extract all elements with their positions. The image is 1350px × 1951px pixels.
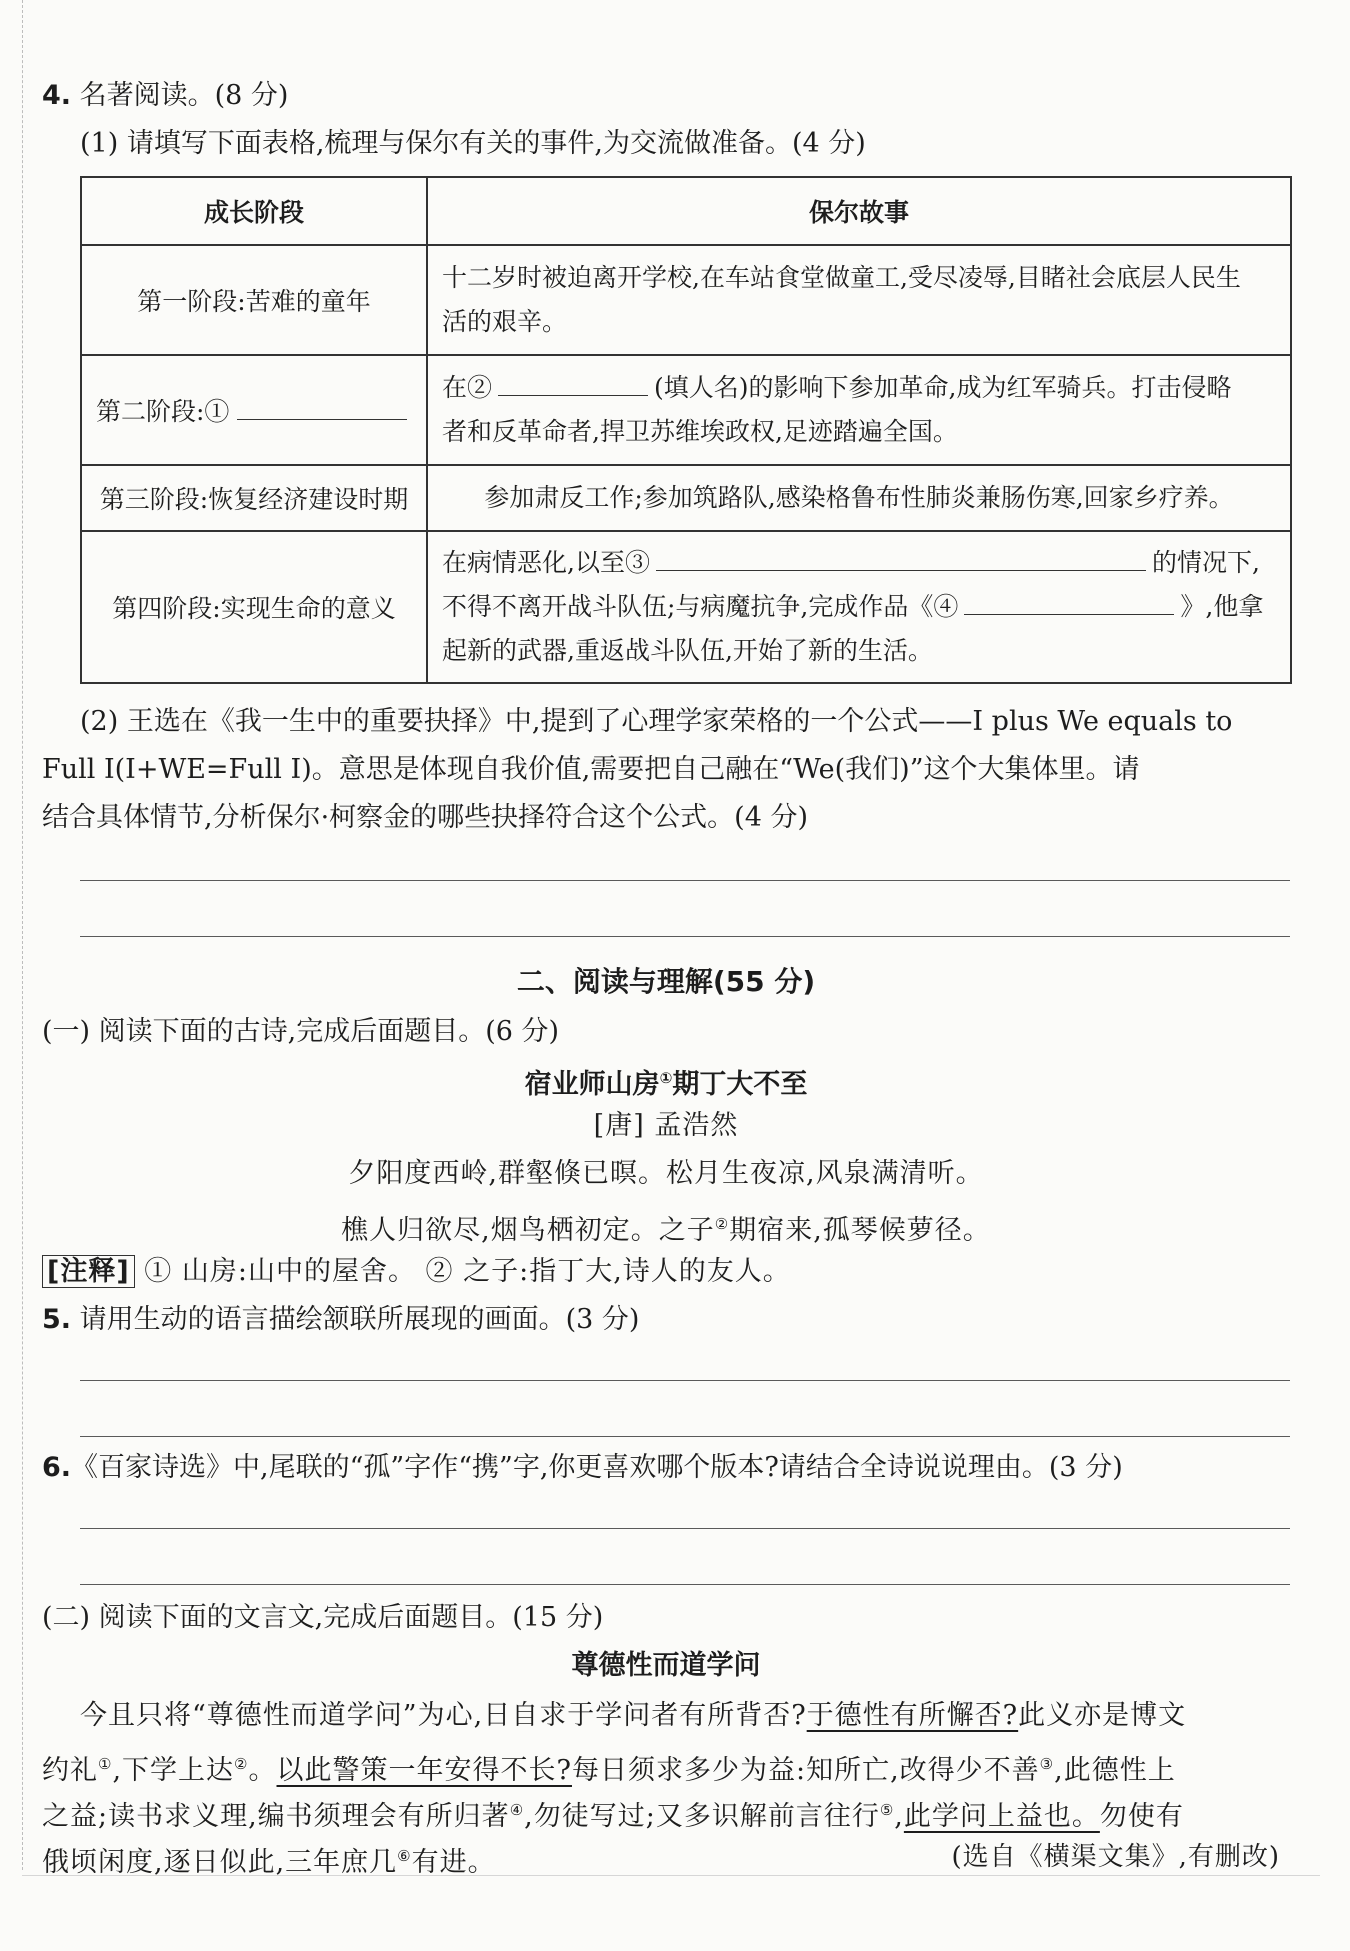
answer-blank-4[interactable] [964, 613, 1174, 615]
header-stage: 成长阶段 [81, 177, 427, 245]
growth-stage-table [80, 176, 1292, 684]
answer-line[interactable] [80, 1436, 1290, 1437]
q6-prompt: 6.《百家诗选》中,尾联的“孤”字作“携”字,你更喜欢哪个版本?请结合全诗说说理由。(3 分) [42, 1452, 1123, 1483]
stage-cell: 第一阶段:苦难的童年 [81, 245, 427, 355]
table-row [81, 531, 1291, 683]
story-cell: 在② (填人名)的影响下参加革命,成为红军骑兵。打击侵略 者和反革命者,捍卫苏维埃政权,足迹踏遍全国。 [427, 355, 1291, 465]
answer-line[interactable] [80, 1380, 1290, 1381]
prose-source: (选自《横渠文集》,有删改) [951, 1842, 1280, 1872]
table-row [81, 355, 1291, 465]
q4-part2-line: Full I(I+WE=Full I)。意思是体现自我价值,需要把自己融在“We(我们)”这个大集体里。请 [42, 754, 1140, 785]
prose-line: 俄顷闲度,逐日似此,三年庶几⑥有进。 [42, 1847, 496, 1878]
answer-line[interactable] [80, 1528, 1290, 1529]
prose-line: 约礼①,下学上达②。以此警策一年安得不长?每日须求多少为益:知所亡,改得少不善③,此德性上 [42, 1755, 1176, 1786]
page-bottom-rule [22, 1875, 1320, 1876]
poem-author: [唐] 孟浩然 [593, 1110, 739, 1141]
section-title: 二、阅读与理解(55 分) [516, 965, 816, 998]
answer-blank-3[interactable] [656, 569, 1146, 571]
story-cell: 十二岁时被迫离开学校,在车站食堂做童工,受尽凌辱,目睹社会底层人民生 活的艰辛。 [427, 245, 1291, 355]
q5-prompt: 5. 请用生动的语言描绘颔联所展现的画面。(3 分) [42, 1304, 640, 1335]
header-story: 保尔故事 [427, 177, 1291, 245]
poem-title: 宿业师山房①期丁大不至 [524, 1069, 808, 1100]
binding-margin-line [22, 0, 23, 1870]
stage-cell: 第三阶段:恢复经济建设时期 [81, 465, 427, 531]
q4-part1-prompt: (1) 请填写下面表格,梳理与保尔有关的事件,为交流做准备。(4 分) [80, 128, 866, 159]
poem-line: 夕阳度西岭,群壑倏已暝。松月生夜凉,风泉满清听。 [348, 1158, 984, 1189]
prose-line: 今且只将“尊德性而道学问”为心,日自求于学问者有所背否?于德性有所懈否?此义亦是博文 [80, 1700, 1187, 1731]
q4-part2-line: (2) 王选在《我一生中的重要抉择》中,提到了心理学家荣格的一个公式——I plus We equals to [80, 706, 1233, 737]
note-tag: [注释] [42, 1255, 135, 1288]
answer-blank-2[interactable] [498, 394, 648, 396]
prose-title: 尊德性而道学问 [571, 1650, 761, 1681]
prose-line: 之益;读书求义理,编书须理会有所归著④,勿徒写过;又多识解前言往行⑤,此学问上益也。勿使有 [42, 1801, 1184, 1832]
table-row [81, 465, 1291, 531]
subsection-poem-prompt: (一) 阅读下面的古诗,完成后面题目。(6 分) [42, 1016, 560, 1047]
answer-line[interactable] [80, 936, 1290, 937]
story-cell: 在病情恶化,以至③ 的情况下, 不得不离开战斗队伍;与病魔抗争,完成作品《④ 》,他拿 起新的武器,重返战斗队伍,开始了新的生活。 [427, 531, 1291, 683]
story-cell: 参加肃反工作;参加筑路队,感染格鲁布性肺炎兼肠伤寒,回家乡疗养。 [427, 465, 1291, 531]
answer-line[interactable] [80, 1584, 1290, 1585]
q4-part2-line: 结合具体情节,分析保尔·柯察金的哪些抉择符合这个公式。(4 分) [42, 802, 808, 833]
stage-cell: 第二阶段:① [81, 355, 427, 465]
q4-title: 4. 名著阅读。(8 分) [42, 80, 289, 111]
subsection-prose-prompt: (二) 阅读下面的文言文,完成后面题目。(15 分) [42, 1602, 604, 1633]
answer-blank-1[interactable] [237, 418, 407, 420]
poem-notes: [注释] ① 山房:山中的屋舍。 ② 之子:指丁大,诗人的友人。 [42, 1252, 1290, 1292]
table-row [81, 245, 1291, 355]
poem-line: 樵人归欲尽,烟鸟栖初定。之子②期宿来,孤琴候萝径。 [341, 1215, 991, 1246]
stage-cell: 第四阶段:实现生命的意义 [81, 531, 427, 683]
table-header-row [81, 177, 1291, 245]
answer-line[interactable] [80, 880, 1290, 881]
